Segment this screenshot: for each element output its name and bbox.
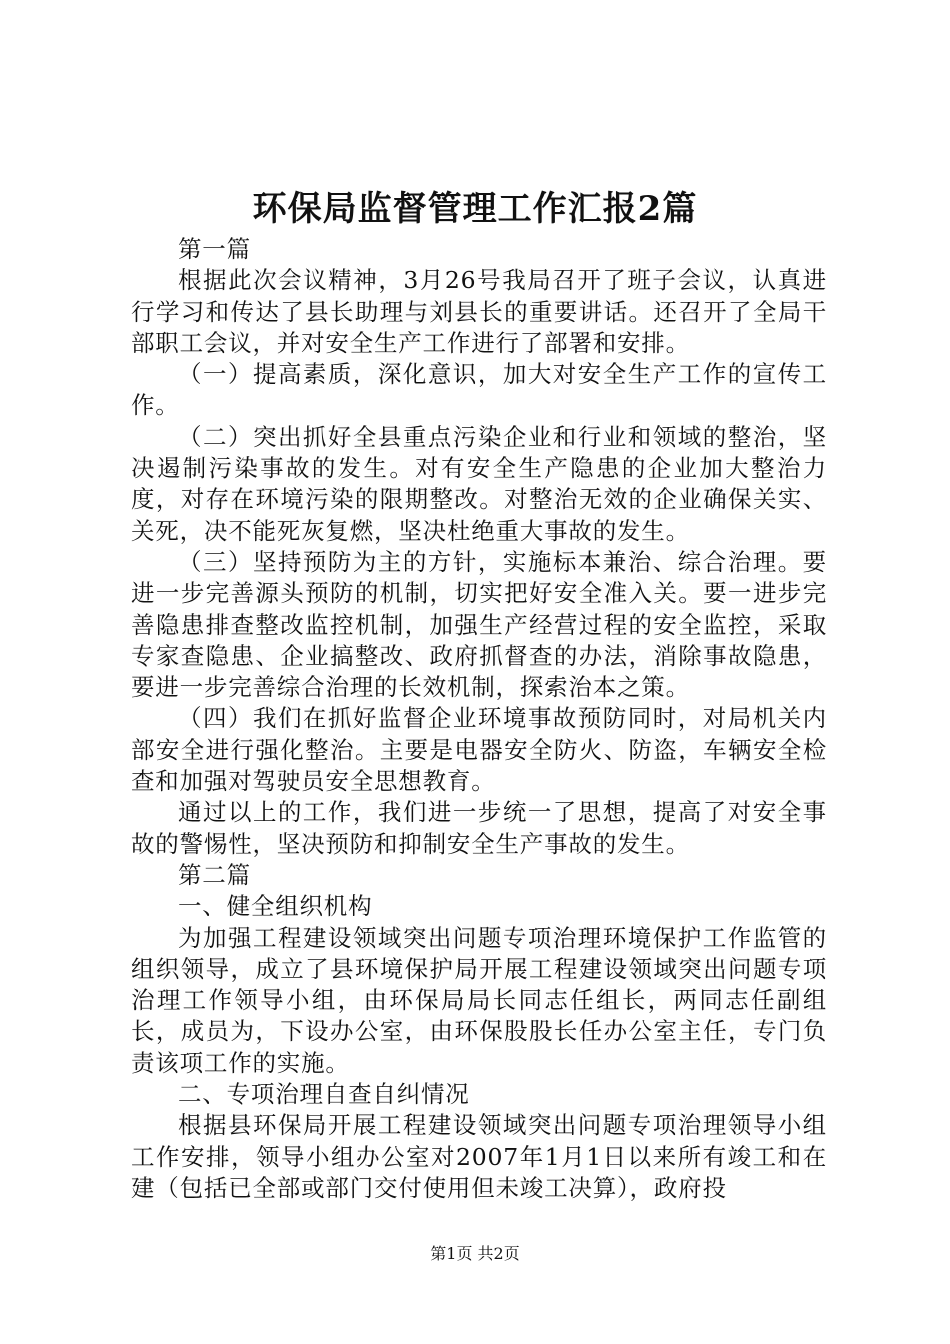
document-body bbox=[131, 234, 827, 1204]
subsection-heading: 一、健全组织机构 bbox=[178, 892, 373, 921]
section-heading: 第一篇 bbox=[178, 235, 251, 263]
paragraph: （三）坚持预防为主的方针，实施标本兼治、综合治理。要进一步完善源头预防的机制，切实把好安全准入关。要一进步完善隐患排查整改监控机制，加强生产经营过程的安全监控，采取专家查隐患、企业搞整改、政府抓督查的办法，消除事故隐患，要进一步完善综合治理的长效机制，探索治本之策。 bbox=[131, 547, 827, 702]
paragraph: 为加强工程建设领域突出问题专项治理环境保护工作监管的组织领导，成立了县环境保护局开展工程建设领域突出问题专项治理工作领导小组，由环保局局长同志任组长，两同志任副组长，成员为，下设办公室，由环保股股长任办公室主任，专门负责该项工作的实施。 bbox=[131, 923, 827, 1077]
section-heading: 第二篇 bbox=[178, 860, 251, 889]
paragraph: （一）提高素质，深化意识，加大对安全生产工作的宣传工作。 bbox=[131, 360, 827, 420]
paragraph: （四）我们在抓好监督企业环境事故预防同时，对局机关内部安全进行强化整治。主要是电器安全防火、防盗，车辆安全检查和加强对驾驶员安全思想教育。 bbox=[131, 704, 827, 796]
paragraph: 根据此次会议精神，3月26号我局召开了班子会议，认真进行学习和传达了县长助理与刘县长的重要讲话。还召开了全局干部职工会议，并对安全生产工作进行了部署和安排。 bbox=[131, 266, 827, 357]
paragraph: 根据县环保局开展工程建设领域突出问题专项治理领导小组工作安排，领导小组办公室对2007年1月1日以来所有竣工和在建（包括已全部或部门交付使用但未竣工决算），政府投 bbox=[131, 1111, 827, 1202]
document-title: 环保局监督管理工作汇报2篇 bbox=[252, 189, 698, 229]
page-footer: 第1页 共2页 bbox=[430, 1244, 520, 1263]
paragraph: （二）突出抓好全县重点污染企业和行业和领域的整治，坚决遏制污染事故的发生。对有安全生产隐患的企业加大整治力度，对存在环境污染的限期整改。对整治无效的企业确保关实、关死，决不能死灰复燃，坚决杜绝重大事故的发生。 bbox=[131, 422, 827, 545]
paragraph: 通过以上的工作，我们进一步统一了思想，提高了对安全事故的警惕性，坚决预防和抑制安全生产事故的发生。 bbox=[131, 798, 827, 858]
subsection-heading: 二、专项治理自查自纠情况 bbox=[178, 1080, 470, 1109]
